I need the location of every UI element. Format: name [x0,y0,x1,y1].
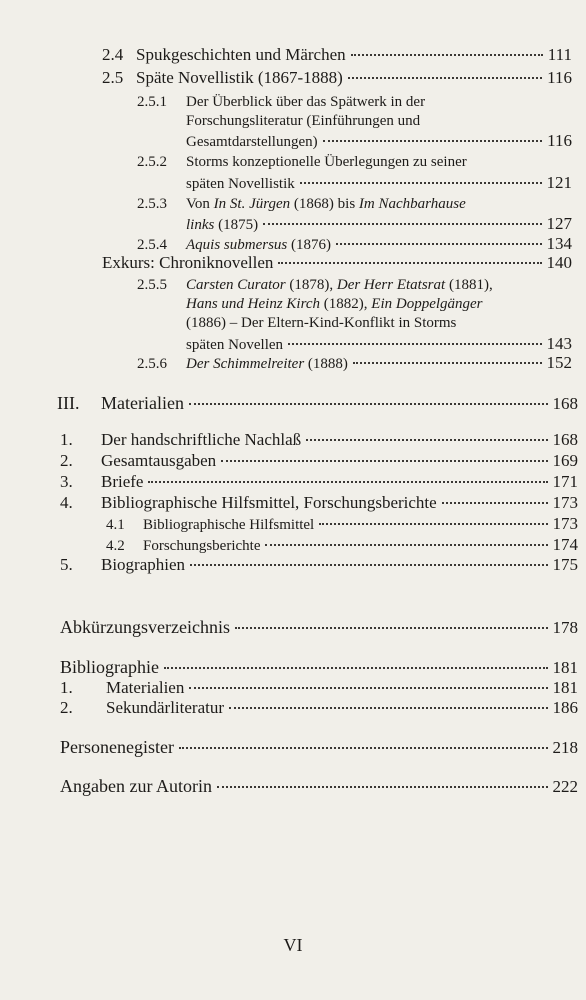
entry-title [186,237,331,254]
entry-title-line [186,277,493,294]
toc-entry [60,657,578,678]
toc-entry [102,253,572,273]
entry-title-line: Der Überblick über das Spätwerk in der [186,94,426,110]
entry-page: 218 [552,738,578,757]
entry-title: Angaben zur Autorin [60,776,212,796]
title-text: (1875) [214,217,259,233]
dot-leader [278,262,541,264]
entry-page: 168 [552,394,578,413]
toc-entry [60,698,578,718]
entry-page: 174 [552,535,578,554]
entry-title: Forschungsberichte [143,538,261,554]
entry-title: Abkürzungsverzeichnis [60,617,230,637]
entry-number: 4. [60,493,73,512]
entry-title-line: späten Novellen [186,337,284,353]
toc-entry [60,737,578,758]
entry-title: Sekundärliteratur [106,698,225,717]
entry-number: 4.1 [106,517,125,533]
entry-page: 152 [546,353,572,372]
toc-entry [186,131,572,151]
entry-number: 2.5.3 [137,196,167,212]
dot-leader [319,523,547,525]
entry-page: 173 [552,493,578,512]
entry-title: Materialien [101,393,184,413]
title-text: Von [186,196,214,212]
dot-leader [351,54,543,56]
entry-page: 168 [552,430,578,449]
dot-leader [221,460,547,462]
page-number: VI [283,935,303,955]
entry-page: 111 [547,45,572,64]
entry-title: Gesamtausgaben [101,451,217,470]
entry-title: Briefe [101,472,144,491]
entry-title: Materialien [106,678,185,697]
entry-title-line [186,296,483,313]
toc-entry [137,353,572,373]
entry-number: III. [57,393,80,413]
entry-number: 3. [60,472,73,491]
toc-entry [60,493,578,513]
entry-number: 2.5.2 [137,154,167,170]
dot-leader [265,544,547,546]
entry-page: 121 [546,173,572,192]
entry-page: 173 [552,514,578,533]
dot-leader [164,667,548,669]
entry-page: 181 [552,678,578,697]
entry-number: 5. [60,555,73,574]
dot-leader [190,564,547,566]
toc-entry [60,555,578,575]
dot-leader [336,243,541,245]
dot-leader [288,343,541,345]
dot-leader [263,223,541,225]
dot-leader [148,481,547,483]
toc-entry [186,214,572,234]
toc-entry [186,173,572,193]
entry-title: Bibliographische Hilfsmittel, Forschungsberichte [101,493,437,512]
entry-page: 134 [546,234,572,253]
entry-page: 171 [552,472,578,491]
title-text: (1868) bis [290,196,359,212]
entry-number: 2.5.5 [137,277,167,293]
dot-leader [348,77,542,79]
dot-leader [300,182,542,184]
entry-title-line: Forschungsliteratur (Einführungen und [186,113,421,129]
dot-leader [189,687,547,689]
dot-leader [353,362,542,364]
title-text: (1888) [304,356,348,372]
entry-page: 222 [552,777,578,796]
toc-entry [102,68,572,88]
toc-entry [60,617,578,638]
entry-number: 4.2 [106,538,125,554]
entry-title: Späte Novellistik (1867-1888) [136,68,343,87]
toc-entry [60,472,578,492]
entry-page: 140 [546,253,572,272]
entry-page: 116 [547,131,572,150]
entry-number: 1. [60,430,73,449]
dot-leader [189,403,548,405]
entry-page: 143 [546,334,572,353]
entry-page: 181 [552,658,578,677]
toc-entry [57,393,578,414]
entry-number: 2.5.4 [137,237,167,253]
work-title: Ein Doppelgänger [371,296,483,312]
entry-page: 169 [552,451,578,470]
entry-title-line: Gesamtdarstellungen) [186,134,318,150]
entry-number: 1. [60,678,73,697]
entry-number: 2.5.6 [137,356,167,372]
entry-title: Der handschriftliche Nachlaß [101,430,302,449]
toc-entry [60,451,578,471]
entry-page: 116 [547,68,572,87]
title-text: (1881), [445,277,493,293]
dot-leader [323,140,543,142]
entry-title: Biographien [101,555,186,574]
entry-title: Exkurs: Chroniknovellen [102,253,274,272]
entry-number: 2.5.1 [137,94,167,110]
work-title: Hans und Heinz Kirch [186,296,321,312]
toc-entry [106,514,578,534]
toc-entry [60,678,578,698]
toc-entry [60,776,578,797]
entry-title-line [186,196,466,213]
entry-title: Bibliographische Hilfsmittel [143,517,315,533]
toc-entry [137,234,572,254]
work-title: links [186,217,215,233]
dot-leader [235,627,548,629]
entry-number: 2.5 [102,68,124,87]
toc-entry [102,45,572,65]
title-text: (1876) [287,237,332,253]
entry-title-line [186,217,258,234]
toc-entry [186,334,572,354]
entry-title: Personenegister [60,737,174,757]
dot-leader [229,707,547,709]
entry-page: 186 [552,698,578,717]
work-title: Im Nachbarhause [358,196,466,212]
entry-title [186,356,348,373]
dot-leader [306,439,547,441]
dot-leader [179,747,548,749]
work-title: Aquis submersus [186,237,288,253]
entry-page: 127 [546,214,572,233]
entry-number: 2.4 [102,45,124,64]
work-title: Der Schimmelreiter [186,356,305,372]
entry-title: Bibliographie [60,657,159,677]
dot-leader [442,502,548,504]
toc-entry [60,430,578,450]
entry-title: Spukgeschichten und Märchen [136,45,346,64]
entry-number: 2. [60,698,73,717]
entry-page: 178 [552,618,578,637]
work-title: Der Herr Etatsrat [336,277,446,293]
entry-title-line: Storms konzeptionelle Überlegungen zu seiner [186,154,467,170]
entry-page: 175 [552,555,578,574]
entry-title-line: späten Novellistik [186,176,295,192]
title-text: (1878), [285,277,337,293]
entry-title-line: (1886) – Der Eltern-Kind-Konflikt in Storms [186,315,457,331]
entry-number: 2. [60,451,73,470]
work-title: Carsten Curator [186,277,286,293]
toc-entry [106,535,578,555]
title-text: (1882), [320,296,372,312]
work-title: In St. Jürgen [213,196,291,212]
dot-leader [217,786,548,788]
